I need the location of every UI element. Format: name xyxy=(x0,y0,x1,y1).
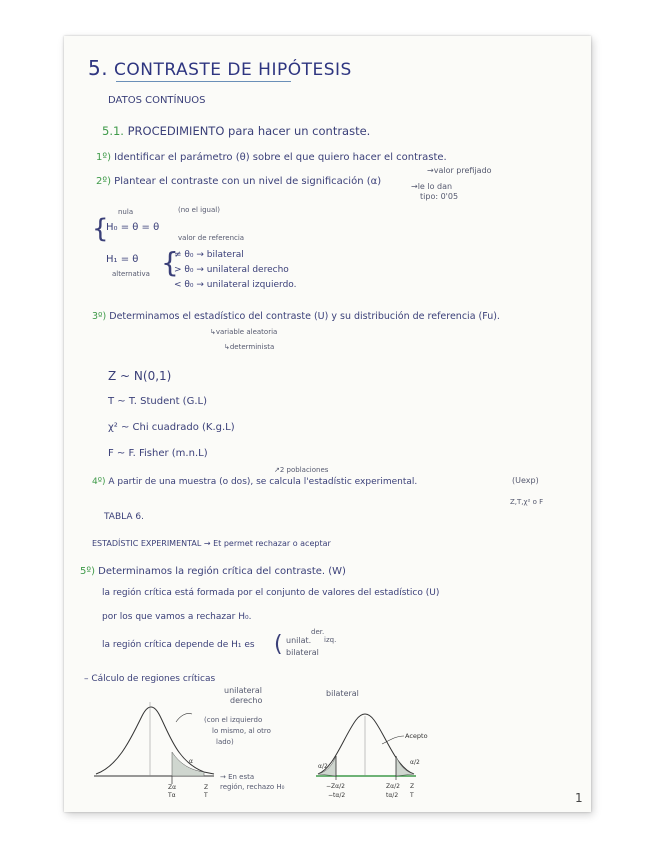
unilateral-rejection-region xyxy=(172,752,204,776)
bilateral-t-axis: T xyxy=(410,792,414,799)
h1-option-left: < θ₀ → unilateral izquierdo. xyxy=(174,280,297,290)
step-5-label: 5º) xyxy=(80,566,95,577)
step-5-text: Determinamos la región crítica del contraste. (W) xyxy=(98,566,346,577)
h1-option-bilateral: ≠ θ₀ → bilateral xyxy=(174,250,244,260)
unilateral-curve xyxy=(96,707,214,774)
h0-reference-note: valor de referencia xyxy=(178,234,245,242)
subsection-title: PROCEDIMIENTO para hacer un contraste. xyxy=(127,124,371,138)
bilateral-accept-label: Acepto xyxy=(405,732,428,740)
section-title: CONTRASTE DE HIPÓTESIS xyxy=(114,60,352,80)
unilateral-t-alpha: Tα xyxy=(168,792,176,799)
page-number: 1 xyxy=(575,791,583,805)
label-right: derecho xyxy=(230,696,263,705)
step-3-text: Determinamos el estadístico del contraste (U) y su distribución de referencia (Fu). xyxy=(109,311,500,322)
note-left-3: lado) xyxy=(216,738,234,746)
h0-statement: H₀ = θ = θ xyxy=(106,222,160,233)
step-2-note-3: tipo: 0'05 xyxy=(420,192,459,201)
dist-normal: Z ~ N(0,1) xyxy=(108,369,172,383)
step-4-label: 4º) xyxy=(92,477,106,487)
step-4-note-right-2: Z,T,χ² o F xyxy=(510,498,544,506)
brace-right: der. xyxy=(311,628,325,636)
step-2-note-2: →le lo dan xyxy=(411,182,453,191)
step-4-text: A partir de una muestra (o dos), se calcula l'estadístic experimental. xyxy=(108,477,418,487)
subsection-label: 5.1. xyxy=(102,124,124,138)
experimental-statistic-note: ESTADÍSTIC EXPERIMENTAL → Et permet rechazar o aceptar xyxy=(92,539,331,548)
bilateral-neg-t: −tα/2 xyxy=(328,792,346,799)
unilateral-note-arrow xyxy=(176,713,192,722)
label-bilateral: bilateral xyxy=(326,689,359,698)
brace-unilateral: unilat. xyxy=(286,636,312,645)
step-2-label: 2º) xyxy=(96,176,111,187)
note-reject-1: → En esta xyxy=(220,773,255,781)
critical-region-sketches xyxy=(64,36,591,812)
h1-statement: H₁ = θ xyxy=(106,254,139,265)
step-2-note-1: →valor prefijado xyxy=(427,166,492,175)
h1-brace: { xyxy=(161,246,179,279)
step-5-line-3: por los que vamos a rechazar H₀. xyxy=(102,612,252,622)
label-unilateral: unilateral xyxy=(224,686,262,695)
bilateral-right-alpha: α/2 xyxy=(410,759,420,766)
bilateral-z-axis: Z xyxy=(410,783,415,790)
step-1-label: 1º) xyxy=(96,152,111,163)
unilateral-z-alpha: Zα xyxy=(168,784,177,791)
step-5-line-2: la región crítica está formada por el conjunto de valores del estadístico (U) xyxy=(102,588,440,598)
step-4-note-right: (Uexp) xyxy=(512,476,539,485)
step-5-line-4: la región crítica depende de H₁ es xyxy=(102,640,255,650)
h0-annotation: nula xyxy=(118,208,134,216)
step-3-label: 3º) xyxy=(92,311,107,322)
h1-annotation: alternativa xyxy=(112,270,150,278)
dist-chi-square: χ² ~ Chi cuadrado (K.g.L) xyxy=(108,422,235,433)
note-reject-2: región, rechazo H₀ xyxy=(220,783,285,791)
dist-student: T ~ T. Student (G.L) xyxy=(108,396,207,407)
unilateral-z-axis: Z xyxy=(204,784,209,791)
h1-option-right: > θ₀ → unilateral derecho xyxy=(174,265,289,275)
bilateral-pos-z: Zα/2 xyxy=(386,783,400,790)
unilateral-t-axis: T xyxy=(204,792,208,799)
bilateral-neg-z: −Zα/2 xyxy=(326,783,345,790)
brace-left: izq. xyxy=(324,636,337,644)
bilateral-left-alpha: α/2 xyxy=(318,763,328,770)
note-left-2: lo mismo, al otro xyxy=(212,727,271,735)
critical-region-brace: ( xyxy=(274,632,283,657)
step-3-note-2: ↳determinista xyxy=(224,343,275,351)
step-4-note-top: ↗2 poblaciones xyxy=(274,466,329,474)
note-left-1: (con el izquierdo xyxy=(204,716,263,724)
table-reference: TABLA 6. xyxy=(104,512,144,522)
critical-regions-heading: – Cálculo de regiones críticas xyxy=(84,674,216,684)
h0-annotation-2: (no el igual) xyxy=(178,206,220,214)
step-3-note-1: ↳variable aleatoria xyxy=(210,328,278,336)
step-2-text: Plantear el contraste con un nivel de significación (α) xyxy=(114,176,382,187)
step-1-text: Identificar el parámetro (θ) sobre el que quiero hacer el contraste. xyxy=(114,152,447,163)
hypotheses-brace: { xyxy=(92,214,109,244)
notebook-page xyxy=(64,36,591,812)
brace-bilateral: bilateral xyxy=(286,648,319,657)
bilateral-pos-t: tα/2 xyxy=(386,792,399,799)
unilateral-alpha-label: α xyxy=(189,758,193,765)
section-subtitle: DATOS CONTÍNUOS xyxy=(108,95,206,106)
dist-fisher: F ~ F. Fisher (m.n.L) xyxy=(108,448,208,459)
section-number: 5. xyxy=(88,56,109,80)
